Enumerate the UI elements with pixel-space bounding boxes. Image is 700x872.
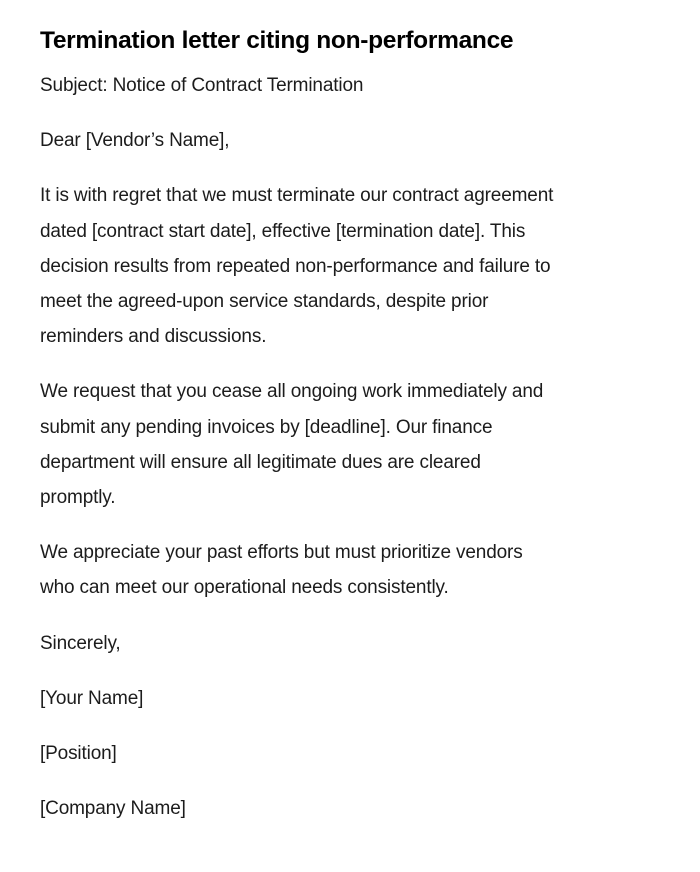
paragraph-line: It is with regret that we must terminate our contract agreement	[40, 185, 554, 207]
paragraph-line: reminders and discussions.	[40, 326, 267, 348]
paragraph-line: promptly.	[40, 487, 116, 509]
paragraph-line: meet the agreed-upon service standards, despite prior	[40, 291, 489, 313]
paragraph-line: We request that you cease all ongoing work immediately and	[40, 381, 544, 403]
signature-company: [Company Name]	[40, 798, 186, 820]
subject-line: Subject: Notice of Contract Termination	[40, 75, 364, 96]
letter-document	[40, 24, 650, 846]
paragraph-line: We appreciate your past efforts but must prioritize vendors	[40, 542, 523, 564]
paragraph-line: dated [contract start date], effective [termination date]. This	[40, 220, 526, 242]
closing: Sincerely,	[40, 632, 121, 654]
paragraph-line: department will ensure all legitimate dues are cleared	[40, 451, 481, 473]
paragraph-line: submit any pending invoices by [deadline]. Our finance	[40, 416, 493, 438]
paragraph-line: decision results from repeated non-performance and failure to	[40, 255, 551, 277]
signature-name: [Your Name]	[40, 687, 144, 709]
body-paragraph-1	[40, 178, 650, 354]
body-paragraph-2	[40, 374, 650, 515]
paragraph-line: who can meet our operational needs consistently.	[40, 577, 449, 599]
salutation: Dear [Vendor’s Name],	[40, 130, 230, 152]
document-title: Termination letter citing non-performance	[40, 27, 514, 54]
signature-position: [Position]	[40, 743, 117, 765]
body-paragraph-3	[40, 535, 650, 605]
